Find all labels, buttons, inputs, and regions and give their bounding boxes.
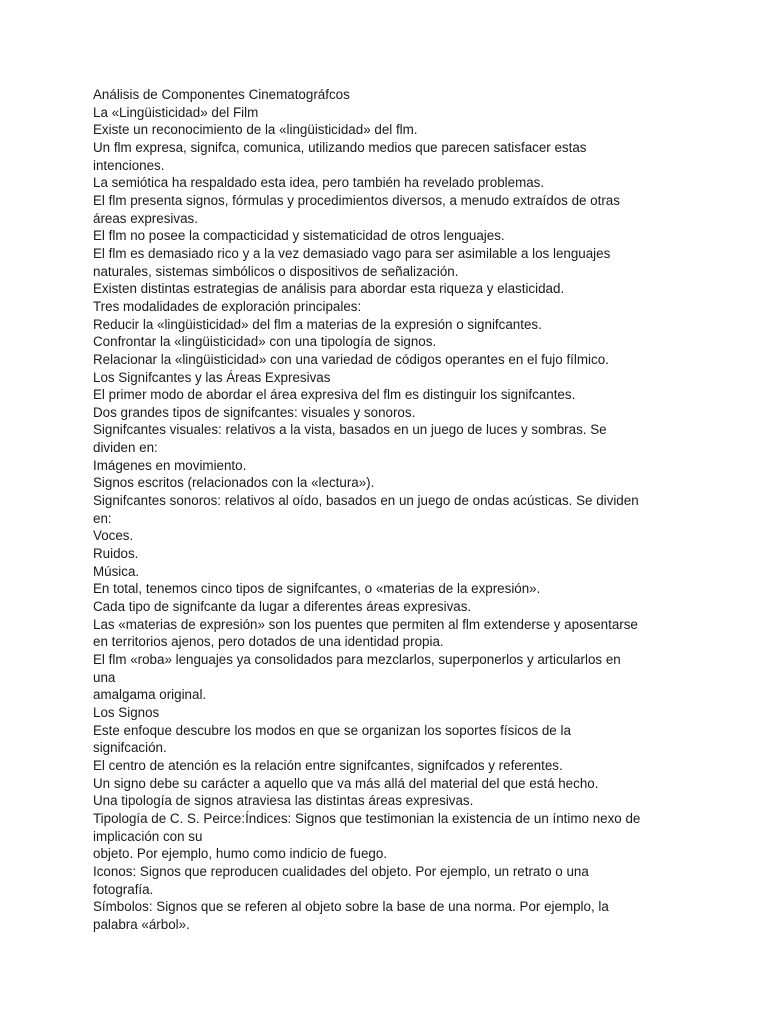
text-line: Iconos: Signos que reproducen cualidades del objeto. Por ejemplo, un retrato o una xyxy=(93,863,589,879)
text-line: La «Lingüisticidad» del Film xyxy=(93,104,259,120)
text-line: Un signo debe su carácter a aquello que va más allá del material del que está hecho. xyxy=(93,775,599,791)
text-line: El flm presenta signos, fórmulas y procedimientos diversos, a menudo extraídos de otras xyxy=(93,192,620,208)
text-line: Relacionar la «lingüisticidad» con una variedad de códigos operantes en el fujo fílmico. xyxy=(93,351,609,367)
text-line: en territorios ajenos, pero dotados de una identidad propia. xyxy=(93,634,444,650)
text-line: Este enfoque descubre los modos en que se organizan los soportes físicos de la xyxy=(93,722,571,738)
text-line: fotografía. xyxy=(93,881,154,897)
text-line: Los Signos xyxy=(93,704,160,720)
text-line: Signifcantes sonoros: relativos al oído, basados en un juego de ondas acústicas. Se dividen xyxy=(93,493,639,509)
text-line: El primer modo de abordar el área expresiva del flm es distinguir los signifcantes. xyxy=(93,387,576,403)
text-line: Existe un reconocimiento de la «lingüisticidad» del flm. xyxy=(93,122,418,138)
text-line: La semiótica ha respaldado esta idea, pero también ha revelado problemas. xyxy=(93,175,545,191)
text-line: signifcación. xyxy=(93,740,167,756)
text-line: Existen distintas estrategias de análisis para abordar esta riqueza y elasticidad. xyxy=(93,281,565,297)
text-line: Símbolos: Signos que se referen al objeto sobre la base de una norma. Por ejemplo, la xyxy=(93,899,609,915)
text-line: Música. xyxy=(93,563,140,579)
text-line: Dos grandes tipos de signifcantes: visuales y sonoros. xyxy=(93,404,416,420)
text-line: Confrontar la «lingüisticidad» con una tipología de signos. xyxy=(93,334,437,350)
text-line: Signos escritos (relacionados con la «lectura»). xyxy=(93,475,375,491)
text-line: Imágenes en movimiento. xyxy=(93,457,247,473)
text-line: amalgama original. xyxy=(93,687,207,703)
text-line: Ruidos. xyxy=(93,546,139,562)
text-line: Un flm expresa, signifca, comunica, utilizando medios que parecen satisfacer estas xyxy=(93,139,587,155)
text-line: El flm «roba» lenguajes ya consolidados para mezclarlos, superponerlos y articularlos en xyxy=(93,652,621,667)
text-line: En total, tenemos cinco tipos de signifcantes, o «materias de la expresión». xyxy=(93,581,541,597)
text-line: Tres modalidades de exploración principales: xyxy=(93,298,362,314)
text-line: El flm no posee la compacticidad y sistematicidad de otros lenguajes. xyxy=(93,228,505,244)
text-line: El centro de atención es la relación entre signifcantes, signifcados y referentes. xyxy=(93,757,563,773)
text-line: Tipología de C. S. Peirce:Índices: Signos que testimonian la existencia de un íntimo nexo de xyxy=(93,810,641,826)
text-line: Signifcantes visuales: relativos a la vista, basados en un juego de luces y sombras. Se xyxy=(93,422,607,438)
text-line: áreas expresivas. xyxy=(93,210,198,226)
text-line: implicación con su xyxy=(93,828,203,844)
text-line: palabra «árbol». xyxy=(93,916,190,932)
text-line: intenciones. xyxy=(93,157,165,173)
text-line: Los Signifcantes y las Áreas Expresivas xyxy=(93,369,331,385)
text-line: Análisis de Componentes Cinematográfcos xyxy=(93,87,350,102)
text-line: dividen en: xyxy=(93,440,158,456)
document-text xyxy=(93,86,683,934)
text-line: objeto. Por ejemplo, humo como indicio de fuego. xyxy=(93,846,388,862)
text-line: El flm es demasiado rico y a la vez demasiado vago para ser asimilable a los lenguajes xyxy=(93,245,611,261)
text-line: en: xyxy=(93,510,112,526)
text-line: Cada tipo de signifcante da lugar a diferentes áreas expresivas. xyxy=(93,599,472,615)
text-line: una xyxy=(93,669,116,685)
text-line: Voces. xyxy=(93,528,134,544)
text-line: Las «materias de expresión» son los puentes que permiten al flm extenderse y aposentarse xyxy=(93,616,638,632)
text-line: Una tipología de signos atraviesa las distintas áreas expresivas. xyxy=(93,793,474,809)
text-line: naturales, sistemas simbólicos o dispositivos de señalización. xyxy=(93,263,459,279)
text-line: Reducir la «lingüisticidad» del flm a materias de la expresión o signifcantes. xyxy=(93,316,542,332)
